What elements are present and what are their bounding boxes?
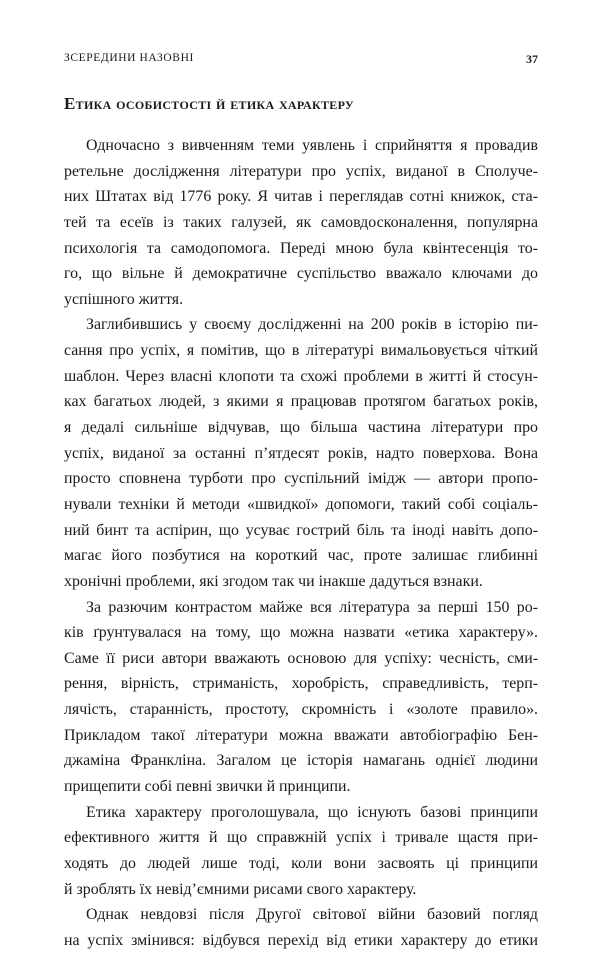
text-line: психологія та самодопомога. Переді мною була квінтесенція то- <box>64 239 538 257</box>
text-line: просто сповнена турботи про суспільний імідж — автори пропо- <box>64 470 538 488</box>
text-line: магає його позбутися на короткий час, проте залишає глибинні <box>64 547 538 565</box>
text-line: тей та есеїв із таких галузей, як самовдосконалення, популярна <box>64 213 538 231</box>
text-line: ний бинт та аспірин, що усуває гострий біль та іноді навіть допо- <box>64 521 538 539</box>
running-title: ЗСЕРЕДИНИ НАЗОВНІ <box>64 52 194 64</box>
paragraph-5 <box>64 902 538 953</box>
text-line: лячість, старанність, простоту, скромність і «золоте правило». <box>64 701 538 719</box>
running-header <box>64 52 538 70</box>
paragraph-4 <box>64 800 538 903</box>
text-line: ефективного життя й що справжній успіх і тривале щастя при- <box>64 829 538 847</box>
text-line: го, що вільне й демократичне суспільство вважало ключами до <box>64 265 538 283</box>
text-line: на успіх змінився: відбувся перехід від етики характеру до етики <box>64 931 538 949</box>
text-line: ходять до людей лише тоді, коли вони засвоять ці принципи <box>64 854 538 872</box>
text-line: прищепити собі певні звички й принципи. <box>64 778 351 796</box>
paragraph-3 <box>64 595 538 800</box>
text-line: Етика характеру проголошувала, що існують базові принципи <box>86 803 538 821</box>
text-line: рення, вірність, стриманість, хоробрість, справедливість, терп- <box>64 675 538 693</box>
paragraph-2 <box>64 312 538 594</box>
text-line: Одночасно з вивченням теми уявлень і сприйняття я провадив <box>86 137 538 154</box>
body-text <box>64 133 538 954</box>
text-line: ках багатьох людей, з якими я працював протягом багатьох років, <box>64 393 538 411</box>
text-line: них Штатах від 1776 року. Я читав і переглядав сотні книжок, ста- <box>64 188 538 206</box>
section-heading: Етика особистості й етика характеру <box>64 94 355 113</box>
text-line: Саме її риси автори вважають основою для успіху: чесність, сми- <box>64 649 538 667</box>
text-line: сання про успіх, я помітив, що в літературі вимальовується чіткий <box>64 342 538 360</box>
page-number: 37 <box>526 52 538 66</box>
text-line: ретельне дослідження літератури про успіх, виданої в Сполуче- <box>64 162 538 180</box>
text-line: За разючим контрастом майже вся література за перші 150 ро- <box>86 598 538 616</box>
text-line: ків ґрунтувалася на тому, що можна назвати «етика характеру». <box>64 624 538 642</box>
text-line: хронічні проблеми, які згодом так чи інакше дадуться взнаки. <box>64 572 483 590</box>
text-line: я дедалі сильніше відчував, що більша частина літератури про <box>64 419 538 437</box>
text-line: шаблон. Через власні клопоти та схожі проблеми в житті й стосун- <box>64 367 538 385</box>
text-line: успіх, виданої за останні п’ятдесят років, надто поверхова. Вона <box>64 444 538 462</box>
text-line: успішного життя. <box>64 290 184 308</box>
text-line: нували техніки й методи «швидкої» допомоги, такий собі соціаль- <box>64 495 538 513</box>
text-line: джаміна Франкліна. Загалом це історія намагань однієї людини <box>64 752 538 770</box>
text-line: Однак невдовзі після Другої світової війни базовий погляд <box>86 906 538 924</box>
text-line: Заглибившись у своєму дослідженні на 200 років в історію пи- <box>86 316 538 334</box>
text-line: Прикладом такої літератури можна вважати автобіографію Бен- <box>64 726 538 744</box>
paragraph-1 <box>64 133 538 312</box>
text-line: й зроблять їх невід’ємними рисами свого характеру. <box>64 880 417 898</box>
